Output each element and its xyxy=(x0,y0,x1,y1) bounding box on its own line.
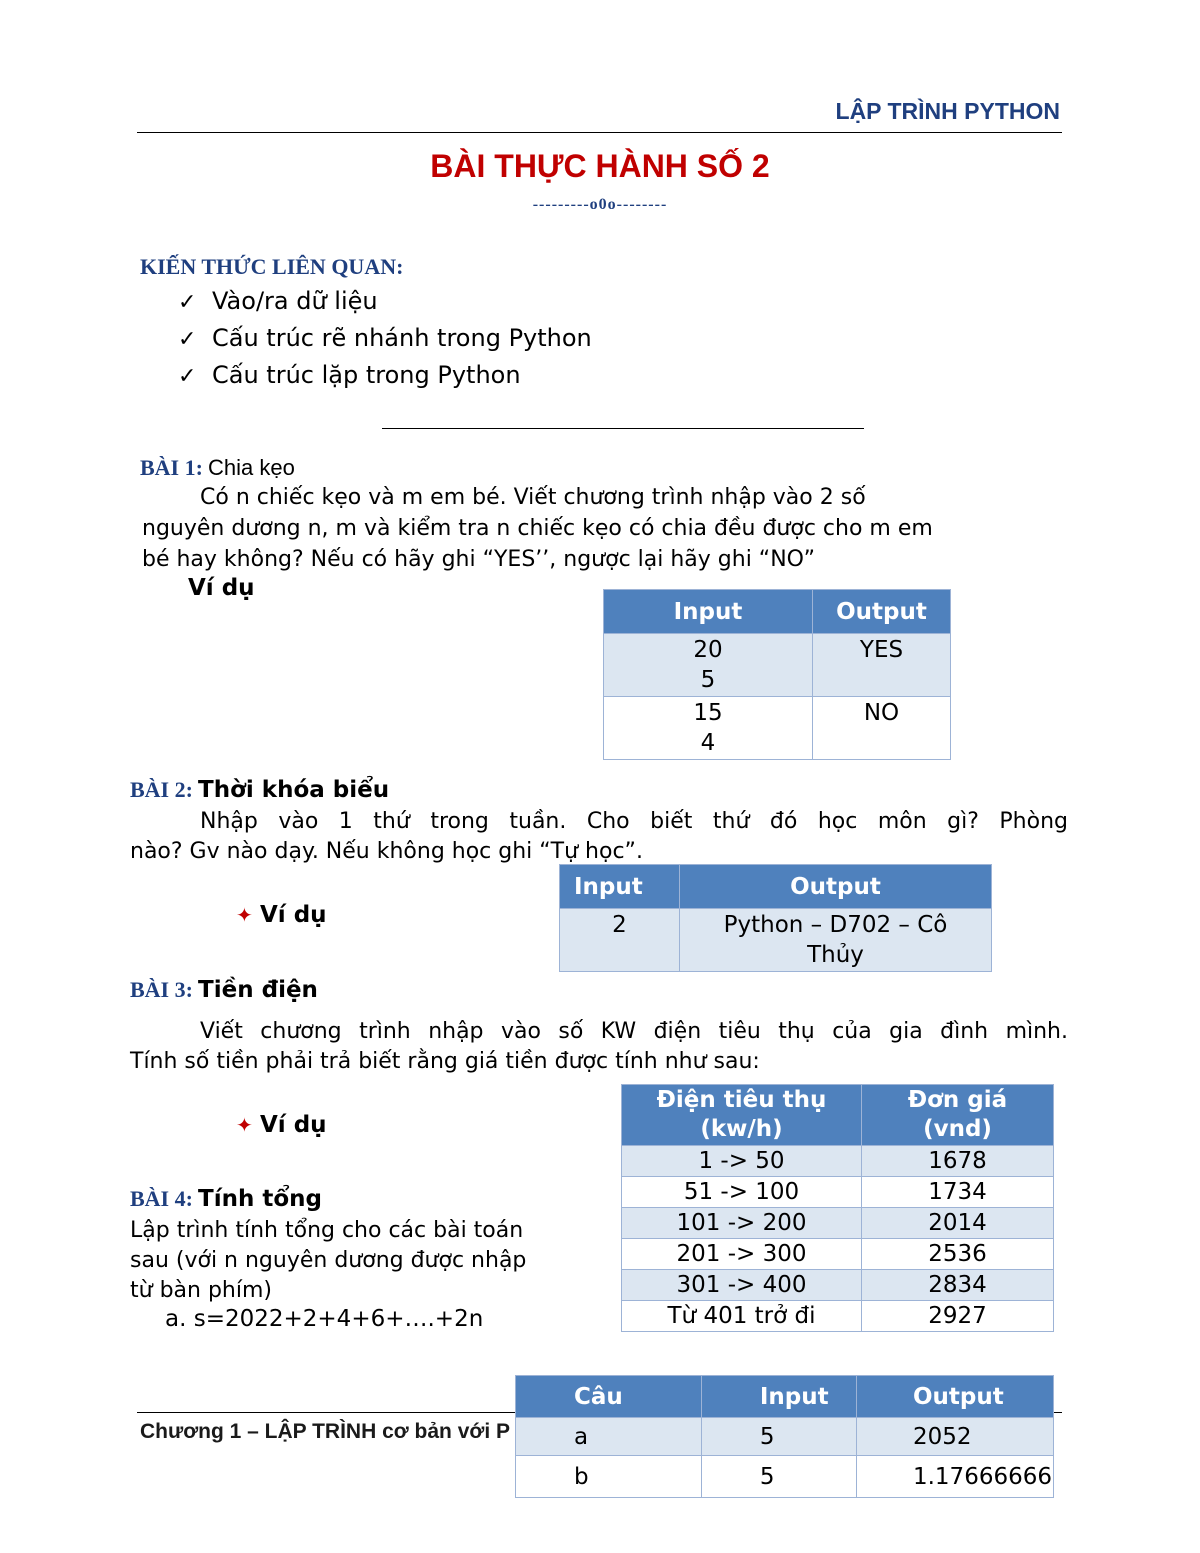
table-row: 20 5 YES xyxy=(604,634,951,697)
knowledge-item: ✓ Vào/ra dữ liệu xyxy=(178,287,378,315)
table-row: 51 -> 100 1734 xyxy=(622,1177,1054,1208)
bai2-example-label: ✦ Ví dụ xyxy=(236,902,327,928)
section-separator xyxy=(382,428,864,429)
bai3-line: Tính số tiền phải trả biết rằng giá tiền được tính như sau: xyxy=(130,1049,760,1074)
bai3-heading: BÀI 3: Tiền điện xyxy=(130,977,318,1003)
page-title: BÀI THỰC HÀNH SỐ 2 xyxy=(430,148,770,184)
title-divider: ---------o0o-------- xyxy=(532,196,668,213)
footer-text: Chương 1 – LẬP TRÌNH cơ bản với P xyxy=(140,1420,510,1443)
table-row: 201 -> 300 2536 xyxy=(622,1239,1054,1270)
bai1-example-table xyxy=(603,589,951,760)
table-header: Output xyxy=(856,1376,1053,1418)
bai1-heading: BÀI 1: Chia kẹo xyxy=(140,455,295,480)
bai1-line: Có n chiếc kẹo và m em bé. Viết chương trình nhập vào 2 số xyxy=(200,485,866,510)
bai4-heading: BÀI 4: Tính tổng xyxy=(130,1186,323,1212)
bai3-price-table xyxy=(621,1084,1054,1332)
table-header: Câu xyxy=(516,1376,702,1418)
table-header: Điện tiêu thụ (kw/h) xyxy=(622,1085,862,1146)
table-header: Input xyxy=(604,590,813,634)
bai4-line: từ bàn phím) xyxy=(130,1278,272,1303)
bai2-example-table xyxy=(559,864,992,972)
header-rule xyxy=(137,132,1062,133)
table-header: Input xyxy=(701,1376,856,1418)
bai1-line: nguyên dương n, m và kiểm tra n chiếc kẹo có chia đều được cho m em xyxy=(142,516,933,541)
table-header: Đơn giá (vnd) xyxy=(862,1085,1054,1146)
table-row: a 5 2052 xyxy=(516,1418,1054,1456)
bai1-example-label: Ví dụ xyxy=(188,575,255,601)
bai2-line: nào? Gv nào dạy. Nếu không học ghi “Tự học”. xyxy=(130,839,643,864)
table-header: Output xyxy=(813,590,951,634)
bai3-example-label: ✦ Ví dụ xyxy=(236,1112,327,1138)
table-row: 301 -> 400 2834 xyxy=(622,1270,1054,1301)
bai4-line: sau (với n nguyên dương được nhập xyxy=(130,1248,527,1273)
bai1-line: bé hay không? Nếu có hãy ghi “YES’’, ngược lại hãy ghi “NO” xyxy=(142,547,815,572)
bai4-item-a: a. s=2022+2+4+6+….+2n xyxy=(165,1306,484,1332)
check-icon: ✓ xyxy=(178,327,197,352)
bai2-line: Nhập vào 1 thứ trong tuần. Cho biết thứ đó học môn gì? Phòng xyxy=(200,809,1068,834)
bullet-icon: ✦ xyxy=(236,903,253,927)
header-title: LẬP TRÌNH PYTHON xyxy=(835,98,1060,124)
table-row: Từ 401 trở đi 2927 xyxy=(622,1301,1054,1332)
table-row: 15 4 NO xyxy=(604,697,951,760)
table-row: 2 Python – D702 – Cô Thủy xyxy=(560,909,992,972)
check-icon: ✓ xyxy=(178,290,197,315)
check-icon: ✓ xyxy=(178,364,197,389)
table-header: Input xyxy=(560,865,680,909)
table-row: 101 -> 200 2014 xyxy=(622,1208,1054,1239)
table-row: b 5 1.17666666 xyxy=(516,1456,1054,1498)
bai3-line: Viết chương trình nhập vào số KW điện tiêu thụ của gia đình mình. xyxy=(200,1019,1068,1044)
knowledge-item: ✓ Cấu trúc rẽ nhánh trong Python xyxy=(178,324,592,352)
bullet-icon: ✦ xyxy=(236,1113,253,1137)
table-header: Output xyxy=(680,865,992,909)
bai4-example-table xyxy=(515,1375,1054,1498)
knowledge-item: ✓ Cấu trúc lặp trong Python xyxy=(178,361,521,389)
knowledge-heading: KIẾN THỨC LIÊN QUAN: xyxy=(140,254,404,279)
bai2-heading: BÀI 2: Thời khóa biểu xyxy=(130,777,390,803)
table-row: 1 -> 50 1678 xyxy=(622,1146,1054,1177)
bai4-line: Lập trình tính tổng cho các bài toán xyxy=(130,1218,524,1243)
